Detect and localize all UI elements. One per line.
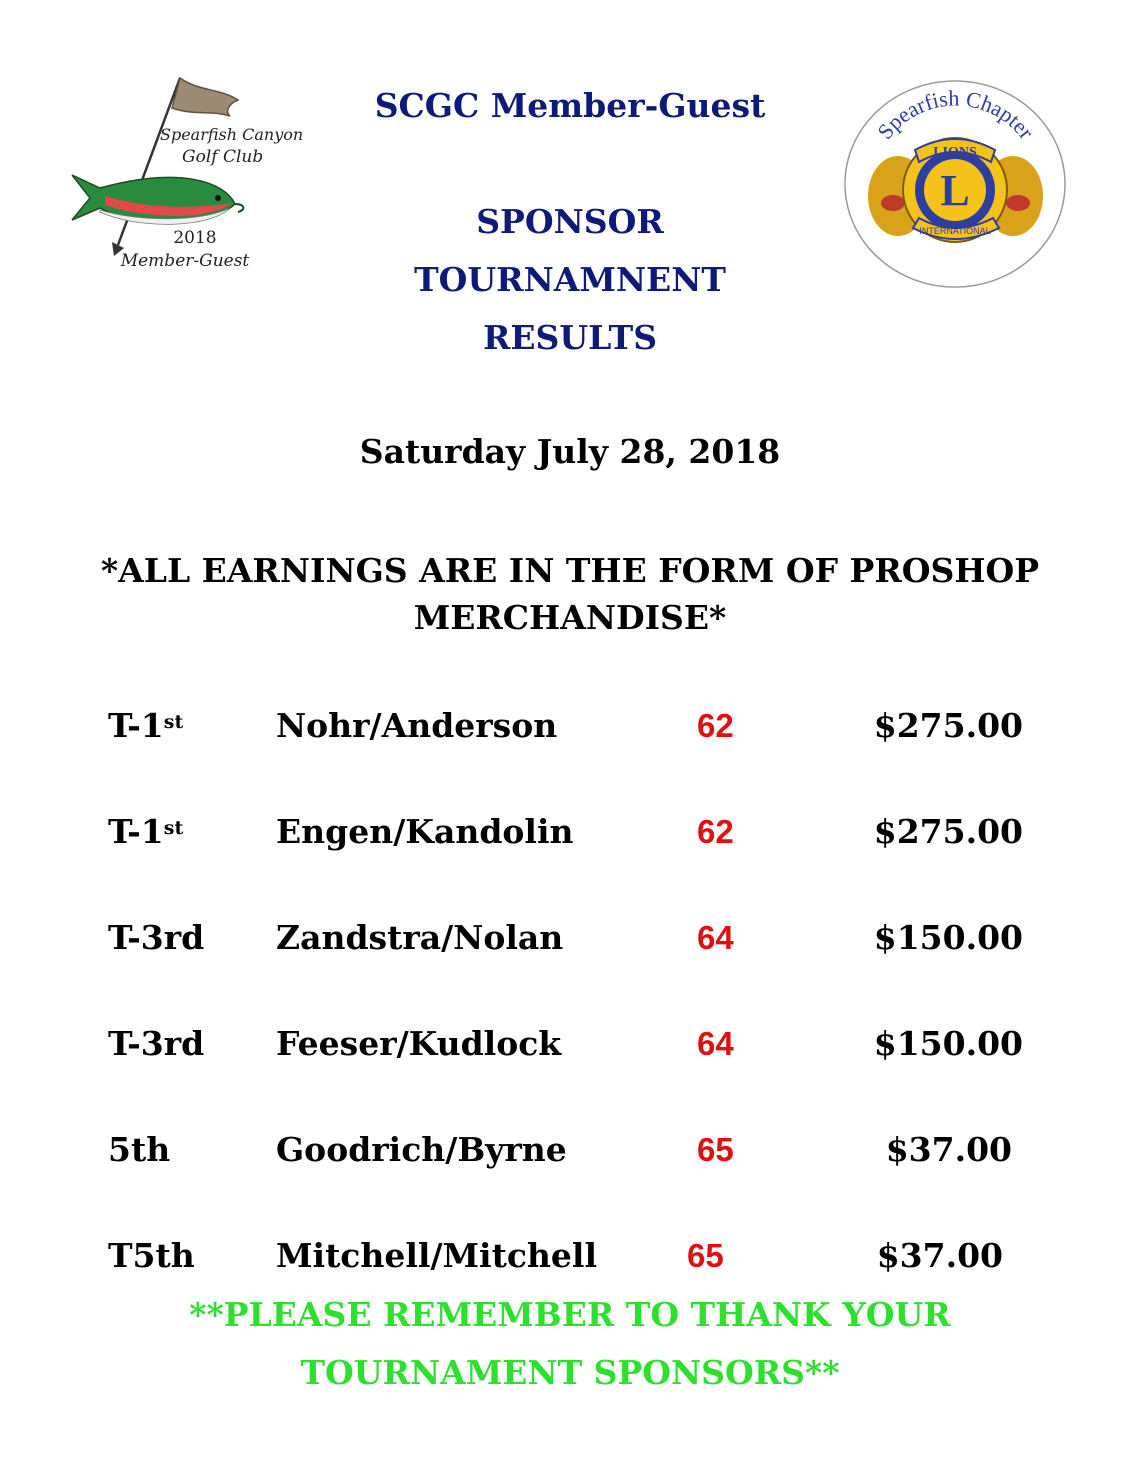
lions-letter: L (940, 166, 970, 215)
golf-logo-year: 2018 (173, 228, 217, 248)
footer-line1: **PLEASE REMEMBER TO THANK YOUR (189, 1295, 951, 1334)
place-cell: 5th (108, 1130, 171, 1169)
prize-cell: $275.00 (873, 706, 1023, 745)
table-row (0, 701, 1140, 751)
golf-logo-line2: Golf Club (182, 147, 264, 167)
team-cell: Engen/Kandolin (276, 812, 574, 851)
prize-cell: $150.00 (873, 1024, 1023, 1063)
score-cell: 62 (697, 813, 734, 850)
place-cell: T5th (108, 1236, 195, 1275)
team-cell: Nohr/Anderson (276, 706, 558, 745)
place-cell: T-1st (108, 812, 184, 851)
score-cell: 65 (697, 1131, 734, 1168)
event-title: SCGC Member-Guest (374, 86, 766, 125)
lions-arc-text: Spearfish Chapter (872, 85, 1040, 144)
prize-cell: $150.00 (873, 918, 1023, 957)
golf-logo-event: Member-Guest (120, 251, 250, 271)
team-cell: Zandstra/Nolan (276, 918, 564, 957)
subtitle-results: RESULTS (482, 318, 658, 357)
sponsor-thanks-footer (0, 1286, 1140, 1402)
score-cell: 65 (687, 1237, 724, 1274)
table-row (0, 1231, 1140, 1281)
prize-cell: $275.00 (873, 812, 1023, 851)
team-cell: Mitchell/Mitchell (276, 1236, 597, 1275)
table-row (0, 1125, 1140, 1175)
score-cell: 64 (697, 919, 734, 956)
subtitle-sponsor: SPONSOR (476, 202, 664, 241)
table-row (0, 807, 1140, 857)
table-row (0, 1019, 1140, 1069)
score-cell: 64 (697, 1025, 734, 1062)
place-cell: T-3rd (108, 1024, 205, 1063)
earnings-notice: *ALL EARNINGS ARE IN THE FORM OF PROSHOP MERCHANDISE* (100, 551, 1040, 637)
golf-logo-line1: Spearfish Canyon (160, 125, 304, 144)
event-date: Saturday July 28, 2018 (359, 432, 781, 471)
place-cell: T-3rd (108, 918, 205, 957)
team-cell: Feeser/Kudlock (276, 1024, 562, 1063)
prize-cell: $37.00 (876, 1236, 1003, 1275)
lions-bottom-text: INTERNATIONAL (919, 226, 991, 236)
table-row (0, 913, 1140, 963)
prize-cell: $37.00 (885, 1130, 1012, 1169)
lions-banner-text: LIONS (933, 145, 977, 160)
subtitle-tournament: TOURNAMNENT (414, 260, 726, 299)
score-cell: 62 (697, 707, 734, 744)
footer-line2: TOURNAMENT SPONSORS** (300, 1353, 840, 1392)
place-cell: T-1st (108, 706, 184, 745)
team-cell: Goodrich/Byrne (276, 1130, 567, 1169)
